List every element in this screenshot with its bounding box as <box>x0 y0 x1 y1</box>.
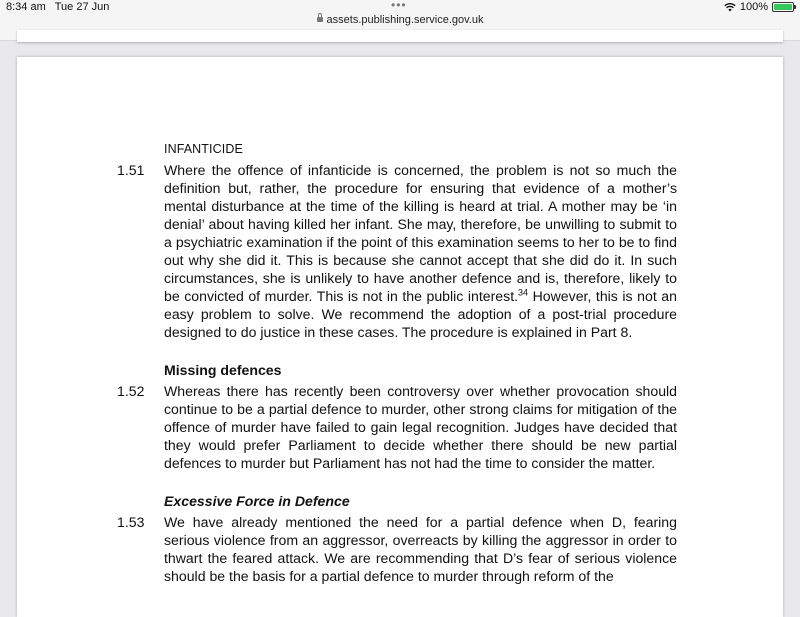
paragraph-number: 1.52 <box>117 383 145 399</box>
paragraph-number: 1.53 <box>117 514 145 530</box>
paragraph-number: 1.51 <box>117 162 145 178</box>
paragraph-text-part: Where the offence of infanticide is concerned, the problem is not so much the definition but, rather, the procedure for ensuring that evidence of a mother’s mental disturbance at the time of the killing is heard at trial. A mother may be ‘in denial’ about having killed her infant. She may, therefore, be unwilling to submit to a psychiatric examination if the point of this examination seems to her to be to find out why she did it. This is because she cannot accept that she did do it. In such circumstances, she is unlikely to have another defence and is, therefore, likely to be convicted of murder. This is not in the public interest. <box>164 162 677 304</box>
footnote-link[interactable]: 34 <box>518 287 529 298</box>
section-heading-infanticide: INFANTICIDE <box>164 142 243 156</box>
section-heading-missing-defences: Missing defences <box>164 362 282 378</box>
status-time <box>6 1 109 13</box>
lock-icon <box>317 17 323 22</box>
address-bar[interactable] <box>0 14 800 26</box>
url-text: assets.publishing.service.gov.uk <box>326 14 484 26</box>
clock-date: Tue 27 Jun <box>54 1 110 13</box>
wifi-icon <box>724 2 736 12</box>
paragraph-1-52 <box>117 382 677 472</box>
battery-icon <box>772 2 794 12</box>
paragraph-text: Whereas there has recently been controversy over whether provocation should continue to be a partial defence to murder, other strong claims for mitigation of the offence of murder have failed to gain legal recognition. Judges have decided that they would prefer Parliament to decide whether there should be new partial defences to murder but Parliament has not had the time to consider the matter. <box>164 383 677 471</box>
paragraph-text: We have already mentioned the need for a partial defence when D, fearing serious violence from an aggressor, overreacts by killing the aggressor in order to thwart the feared attack. We are recommending that D’s fear of serious violence should be the basis for a partial defence to murder through reform of the <box>164 514 677 584</box>
paragraph-1-51 <box>117 161 677 341</box>
paragraph-text-part: However, this is not an easy problem to solve. We recommend the adoption of a post-trial procedure designed to do justice in these cases. The procedure is explained in Part 8. <box>164 288 677 340</box>
paragraph-1-53 <box>117 513 677 585</box>
status-indicators <box>724 1 794 13</box>
section-heading-excessive-force: Excessive Force in Defence <box>164 493 350 509</box>
multitask-dots-icon[interactable]: ••• <box>391 0 407 12</box>
document-page <box>17 57 783 617</box>
clock-time: 8:34 am <box>6 1 46 13</box>
battery-percent: 100% <box>739 1 768 13</box>
paragraph-text <box>164 161 677 341</box>
previous-page-edge <box>17 30 783 42</box>
document-body <box>117 140 677 585</box>
